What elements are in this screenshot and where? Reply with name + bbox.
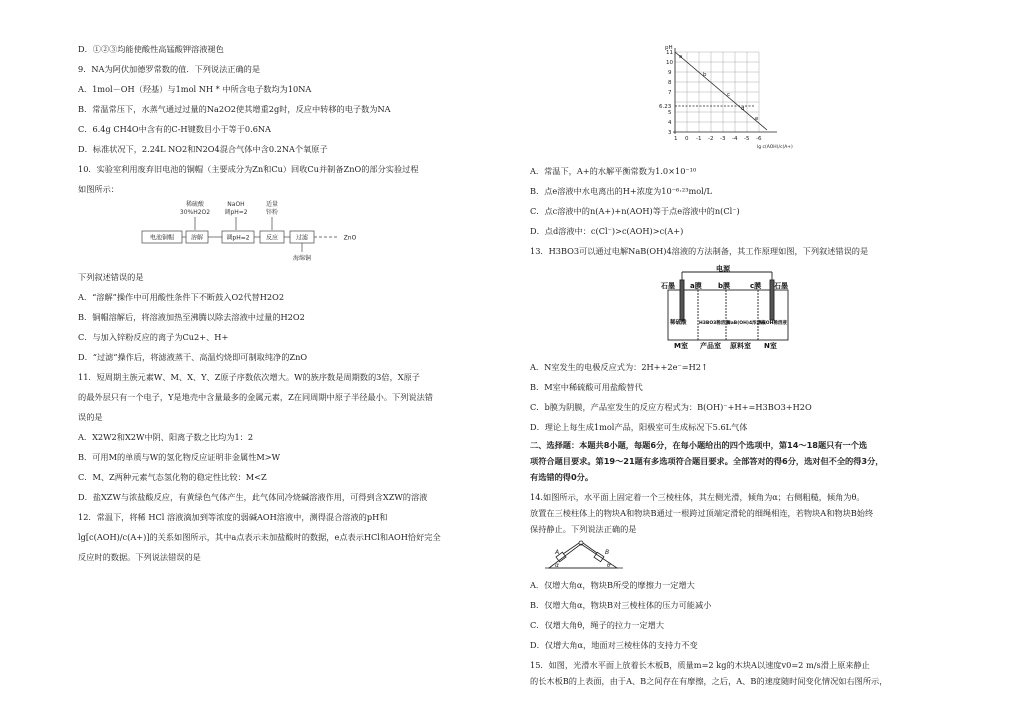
flowchart-q10	[140, 198, 380, 264]
right-text-line: 的长木板B的上表面，由于A、B之间存在有摩擦，之后，A、B的速度随时间变化情况如右图所示，	[530, 676, 888, 686]
solution-label: 稀硫酸	[670, 320, 687, 326]
x-tick: -1	[696, 136, 702, 142]
point-label: d	[741, 106, 745, 112]
point-label: a	[679, 54, 683, 60]
right-text-line: B．仅增大角α，物块B对三棱柱体的压力可能减小	[530, 600, 712, 610]
step-zno: ZnO	[343, 234, 357, 242]
left-text-line: B．铜帽溶解后，将溶液加热至沸腾以除去溶液中过量的H2O2	[78, 312, 305, 322]
left-text-line: D．①②③均能使酸性高锰酸钾溶液褪色	[78, 44, 224, 54]
electrolysis-cell-q13	[660, 262, 795, 352]
right-text-line: A．常温下，A+的水解平衡常数为1.0×10⁻¹⁰	[530, 166, 697, 176]
left-text-line: B．可用M的单质与W的氢化物反应证明非金属性M>W	[78, 452, 281, 462]
y-tick: 8	[668, 80, 672, 86]
block-b-label: B	[605, 549, 610, 556]
left-text-line: A．1mol－OH（羟基）与1mol NH * 中所含电子数均为10NA	[78, 84, 312, 94]
y-tick: 11	[666, 50, 673, 56]
point-label: b	[703, 72, 707, 78]
incline-figure-q14	[545, 534, 625, 574]
left-text-line: 9．NA为阿伏加德罗常数的值．下列说法正确的是	[78, 64, 261, 74]
y-tick: 6.23	[659, 104, 672, 110]
block-a-label: A	[555, 549, 560, 556]
step-adjust-ph: 调pH=2	[226, 234, 250, 242]
left-text-line: 11．短周期主族元素W、M、X、Y、Z原子序数依次增大。W的族序数是周期数的3倍，X原子	[78, 372, 420, 382]
right-text-line: D．理论上每生成1mol产品，阳极室可生成标况下5.6L气体	[530, 422, 748, 432]
left-text-line: 误的是	[78, 412, 103, 422]
right-text-line: 保持静止。下列说法正确的是	[530, 524, 637, 534]
step-filter: 过滤	[295, 234, 309, 242]
y-tick: 7	[668, 90, 672, 96]
reagent-adjust-ph: 调pH=2	[224, 209, 248, 216]
right-text-line: 项符合题目要求。第19～21题有多选项符合题目要求。全部答对的得6分，选对但不全的得3分，	[530, 456, 884, 466]
left-text-line: 12．常温下，将稀 HCl 溶液滴加到等浓度的弱碱AOH溶液中，测得混合溶液的pH和	[78, 512, 388, 522]
solution-label: NaOH稀溶液	[759, 321, 787, 326]
membrane-a: a膜	[690, 282, 702, 290]
x-tick: 1	[674, 136, 678, 142]
right-text-line: D．仅增大角α，地面对三棱柱体的支持力不变	[530, 640, 698, 650]
step-dissolve: 溶解	[190, 234, 204, 242]
left-text-line: D．盐XZW与浓盐酸反应，有黄绿色气体产生，此气体同冷烧碱溶液作用，可得到含XZW的溶液	[78, 492, 428, 502]
x-tick: -2	[708, 136, 714, 142]
solution-label: NaB(OH)4浓溶液	[727, 321, 766, 326]
right-text-line: C．仅增大角θ，绳子的拉力一定增大	[530, 620, 665, 630]
right-text-line: C．点c溶液中的n(A+)+n(AOH)等于点e溶液中的n(Cl⁻)	[530, 206, 740, 216]
right-text-line: 二、选择题：本题共8小题，每题6分，在每小题给出的四个选项中，第14～18题只有一个选	[530, 440, 868, 450]
reagent-proper: 适量	[265, 201, 279, 208]
x-tick: -4	[732, 136, 738, 142]
left-text-line: C．6.4g CH4O中含有的C-H键数目小于等于0.6NA	[78, 124, 271, 134]
y-tick: 3	[668, 130, 672, 136]
x-tick: -3	[720, 136, 726, 142]
y-tick: 10	[666, 60, 673, 66]
left-text-line: 下列叙述错误的是	[78, 272, 144, 282]
angle-alpha: α	[555, 562, 559, 569]
right-text-line: D．点d溶液中：c(Cl⁻)>c(AOH)>c(A+)	[530, 226, 684, 236]
step-battery-cap: 电池铜帽	[149, 234, 175, 242]
chart-ylabel: pH	[665, 45, 673, 51]
reagent-zinc: 锌粉	[265, 209, 279, 216]
reagent-naoh: NaOH	[227, 201, 245, 208]
right-text-line: 有选错的得0分。	[530, 472, 594, 482]
left-text-line: C．M、Z两种元素气态氢化物的稳定性比较：M<Z	[78, 472, 267, 482]
right-text-line: 13．H3BO3可以通过电解NaB(OH)4溶液的方法制备，其工作原理如图，下列叙述错误的是	[530, 246, 869, 256]
solution-label: H3BO3稀溶液	[699, 321, 730, 326]
membrane-c: c膜	[750, 282, 762, 290]
reagent-h2o2: 30%H2O2	[179, 209, 211, 216]
right-electrode: 石墨	[774, 282, 788, 290]
step-react: 反应	[265, 234, 279, 242]
left-text-line: B．常温常压下，水蒸气通过过量的Na2O2使其增重2g时，反应中转移的电子数为NA	[78, 104, 391, 114]
right-text-line: A．N室发生的电极反应式为：2H++2e⁻=H2↑	[530, 362, 708, 372]
right-text-line: C．b膜为阴膜，产品室发生的反应方程式为：B(OH)⁻+H+=H3BO3+H2O	[530, 402, 812, 412]
right-text-line: 15．如图，光滑水平面上放着长木板B，质量m=2 kg的木块A以速度v0=2 m/s滑上原来静止	[530, 660, 870, 670]
angle-theta: θ	[607, 562, 611, 569]
right-text-line: B．M室中稀硫酸可用盐酸替代	[530, 382, 643, 392]
power-source: 电源	[716, 265, 730, 273]
left-electrode: 石墨	[661, 282, 675, 290]
byproduct-sponge-copper: 海绵铜	[292, 255, 312, 262]
left-text-line: D．标准状况下，2.24L NO2和N2O4混合气体中含0.2NA个氧原子	[78, 144, 328, 154]
y-tick: 5	[668, 110, 672, 116]
left-text-line: 反应时的数据。下列说法错误的是	[78, 552, 201, 562]
x-tick: -5	[744, 136, 750, 142]
ph-chart-q12	[655, 44, 795, 154]
room-label: N室	[764, 342, 777, 350]
right-text-line: 放置在三棱柱体上的物块A和物块B通过一根跨过顶端定滑轮的细绳相连，若物块A和物块B始终	[530, 508, 874, 518]
x-tick: -6	[756, 136, 762, 142]
left-text-line: A．X2W2和X2W中阴、阳离子数之比均为1：2	[78, 432, 254, 442]
chart-xlabel: lg c(AOH)/c(A+)	[757, 145, 793, 150]
x-tick: 0	[685, 136, 689, 142]
room-label: M室	[674, 342, 688, 350]
reagent-dilute-sulfuric: 稀硫酸	[185, 201, 205, 208]
membrane-b: b膜	[718, 282, 731, 290]
right-text-line: A．仅增大角α，物块B所受的摩擦力一定增大	[530, 580, 695, 590]
left-text-line: 10．实验室利用废弃旧电池的铜帽（主要成分为Zn和Cu）回收Cu并制备ZnO的部分实验过程	[78, 164, 419, 174]
room-label: 产品室	[700, 342, 721, 350]
y-tick: 9	[668, 70, 672, 76]
left-text-line: A．“溶解”操作中可用酸性条件下不断鼓入O2代替H2O2	[78, 292, 285, 302]
left-text-line: 的最外层只有一个电子，Y是地壳中含量最多的金属元素，Z在同周期中原子半径最小。下列说法错	[78, 392, 433, 402]
left-text-line: C．与加入锌粉反应的离子为Cu2+、H+	[78, 332, 229, 342]
left-text-line: D．“过滤”操作后，将滤液蒸干、高温灼烧即可制取纯净的ZnO	[78, 352, 308, 362]
point-label: c	[727, 92, 731, 98]
right-text-line: B．点e溶液中水电离出的H+浓度为10⁻⁶·²³mol/L	[530, 186, 712, 196]
left-text-line: lg[c(AOH)/c(A+)]的关系如图所示，其中a点表示未加盐酸时的数据，e点表示HCl和AOH恰好完全	[78, 532, 441, 542]
right-text-line: 14.如图所示，水平面上固定着一个三棱柱体，其左侧光滑，倾角为α；右侧粗糙，倾角为θ。	[530, 492, 865, 502]
room-label: 原料室	[730, 342, 751, 350]
y-tick: 4	[668, 120, 672, 126]
left-text-line: 如图所示：	[78, 184, 119, 194]
point-label: e	[755, 116, 759, 122]
